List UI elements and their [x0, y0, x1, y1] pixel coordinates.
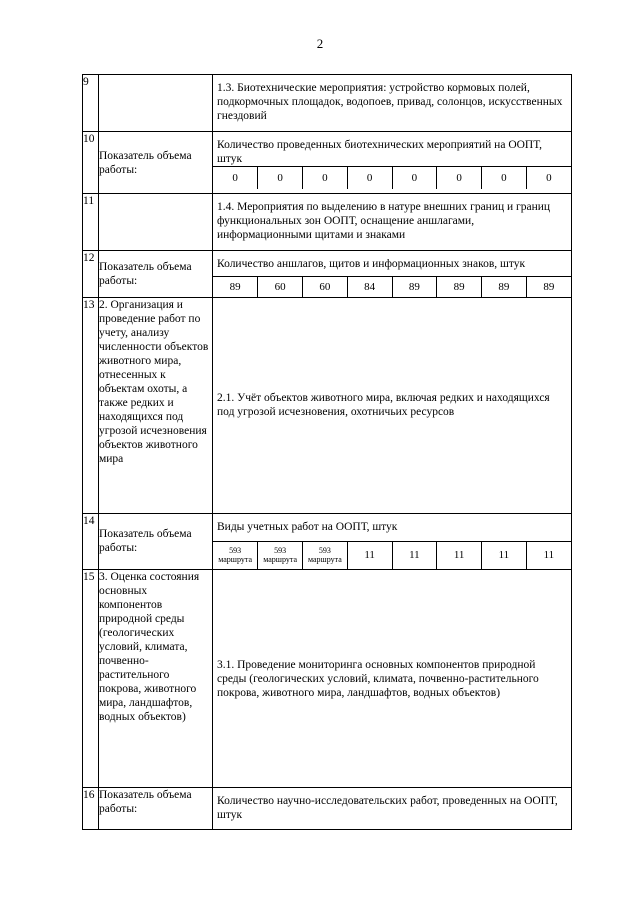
- table-row: [83, 75, 572, 132]
- page-number: 2: [316, 36, 324, 51]
- row-text: Количество научно-исследовательских работ, проведенных на ООПТ, штук: [217, 795, 558, 821]
- row-label: Показатель объема работы:: [99, 132, 213, 194]
- row-label: [99, 194, 213, 251]
- value-cell: 0: [303, 167, 348, 189]
- row-content: [213, 194, 572, 251]
- values-row: [213, 276, 571, 297]
- values-row: [213, 166, 571, 189]
- row-label: 2. Организация и проведение работ по учету, анализу численности объектов животного мира, отнесенных к объектам охоты, а также редких и находящихся под угрозой исчезновения объектов животного мира: [99, 297, 213, 513]
- value-cell: 89: [437, 277, 482, 297]
- value-cell: 0: [437, 167, 482, 189]
- value-cell: [213, 541, 258, 569]
- table-row: [83, 570, 572, 788]
- row-content: [213, 251, 572, 298]
- value-cell: 11: [437, 541, 482, 569]
- row-number: 15: [83, 570, 99, 788]
- value-cell: 0: [258, 167, 303, 189]
- row-content: [213, 297, 572, 513]
- row-number: 14: [83, 513, 99, 570]
- value-cell: 0: [526, 167, 571, 189]
- value-cell: 89: [482, 277, 527, 297]
- value-unit: маршрута: [218, 555, 252, 565]
- row-content: [213, 570, 572, 788]
- row-text: Виды учетных работ на ООПТ, штук: [217, 520, 398, 533]
- value-cell: 11: [482, 541, 527, 569]
- row-number: 16: [83, 788, 99, 830]
- value-cell: 89: [526, 277, 571, 297]
- row-text: 2.1. Учёт объектов животного мира, включая редких и находящихся под угрозой исчезновения, охотничьих ресурсов: [217, 392, 550, 418]
- row-text: 1.4. Мероприятия по выделению в натуре внешних границ и границ функциональных зон ООПТ, оснащение аншлагами, информационными щитами и знаками: [217, 201, 551, 241]
- row-number: 13: [83, 297, 99, 513]
- values-row: [213, 541, 571, 570]
- table-row: [83, 194, 572, 251]
- value-number: 593: [229, 546, 242, 556]
- value-cell: 84: [347, 277, 392, 297]
- row-text: 3.1. Проведение мониторинга основных компонентов природной среды (геологических условий, климата, почвенно-растительного покрова, животного мира, ландшафтов, водных объектов): [217, 658, 539, 699]
- row-label: Показатель объема работы:: [99, 513, 213, 570]
- value-cell: 60: [303, 277, 348, 297]
- row-number: 12: [83, 251, 99, 298]
- table-row: [83, 297, 572, 513]
- value-cell: 60: [258, 277, 303, 297]
- row-label: 3. Оценка состояния основных компонентов природной среды (геологических условий, климата, почвенно-растительного покрова, животного мира, ландшафтов, водных объектов): [99, 570, 213, 788]
- row-content: [213, 788, 572, 830]
- value-unit: маршрута: [263, 555, 297, 565]
- value-cell: 0: [213, 167, 258, 189]
- value-cell: 0: [392, 167, 437, 189]
- value-cell: [303, 541, 348, 569]
- plan-table: [82, 74, 572, 830]
- row-label: Показатель объема работы:: [99, 788, 213, 830]
- row-text: Количество проведенных биотехнических мероприятий на ООПТ, штук: [217, 139, 542, 165]
- value-cell: 89: [392, 277, 437, 297]
- row-content: [213, 75, 572, 132]
- row-number: 9: [83, 75, 99, 132]
- value-cell: 11: [392, 541, 437, 569]
- value-cell: 11: [347, 541, 392, 569]
- row-number: 10: [83, 132, 99, 194]
- row-text: Количество аншлагов, щитов и информационных знаков, штук: [217, 258, 526, 270]
- row-text: 1.3. Биотехнические мероприятия: устройство кормовых полей, подкормочных площадок, водопоев, привад, солонцов, искусственных гнездовий: [217, 82, 563, 122]
- row-content: [213, 132, 572, 194]
- table-row: [83, 251, 572, 298]
- table-row: [83, 513, 572, 570]
- value-number: 593: [318, 546, 331, 556]
- value-cell: [258, 541, 303, 569]
- row-label: [99, 75, 213, 132]
- row-content: [213, 513, 572, 570]
- value-unit: маршрута: [307, 555, 342, 565]
- row-label: Показатель объема работы:: [99, 251, 213, 298]
- value-cell: 0: [482, 167, 527, 189]
- table-row: [83, 788, 572, 830]
- value-number: 593: [274, 546, 287, 556]
- row-number: 11: [83, 194, 99, 251]
- value-cell: 0: [347, 167, 392, 189]
- value-cell: 11: [526, 541, 571, 569]
- value-cell: 89: [213, 277, 258, 297]
- table-row: [83, 132, 572, 194]
